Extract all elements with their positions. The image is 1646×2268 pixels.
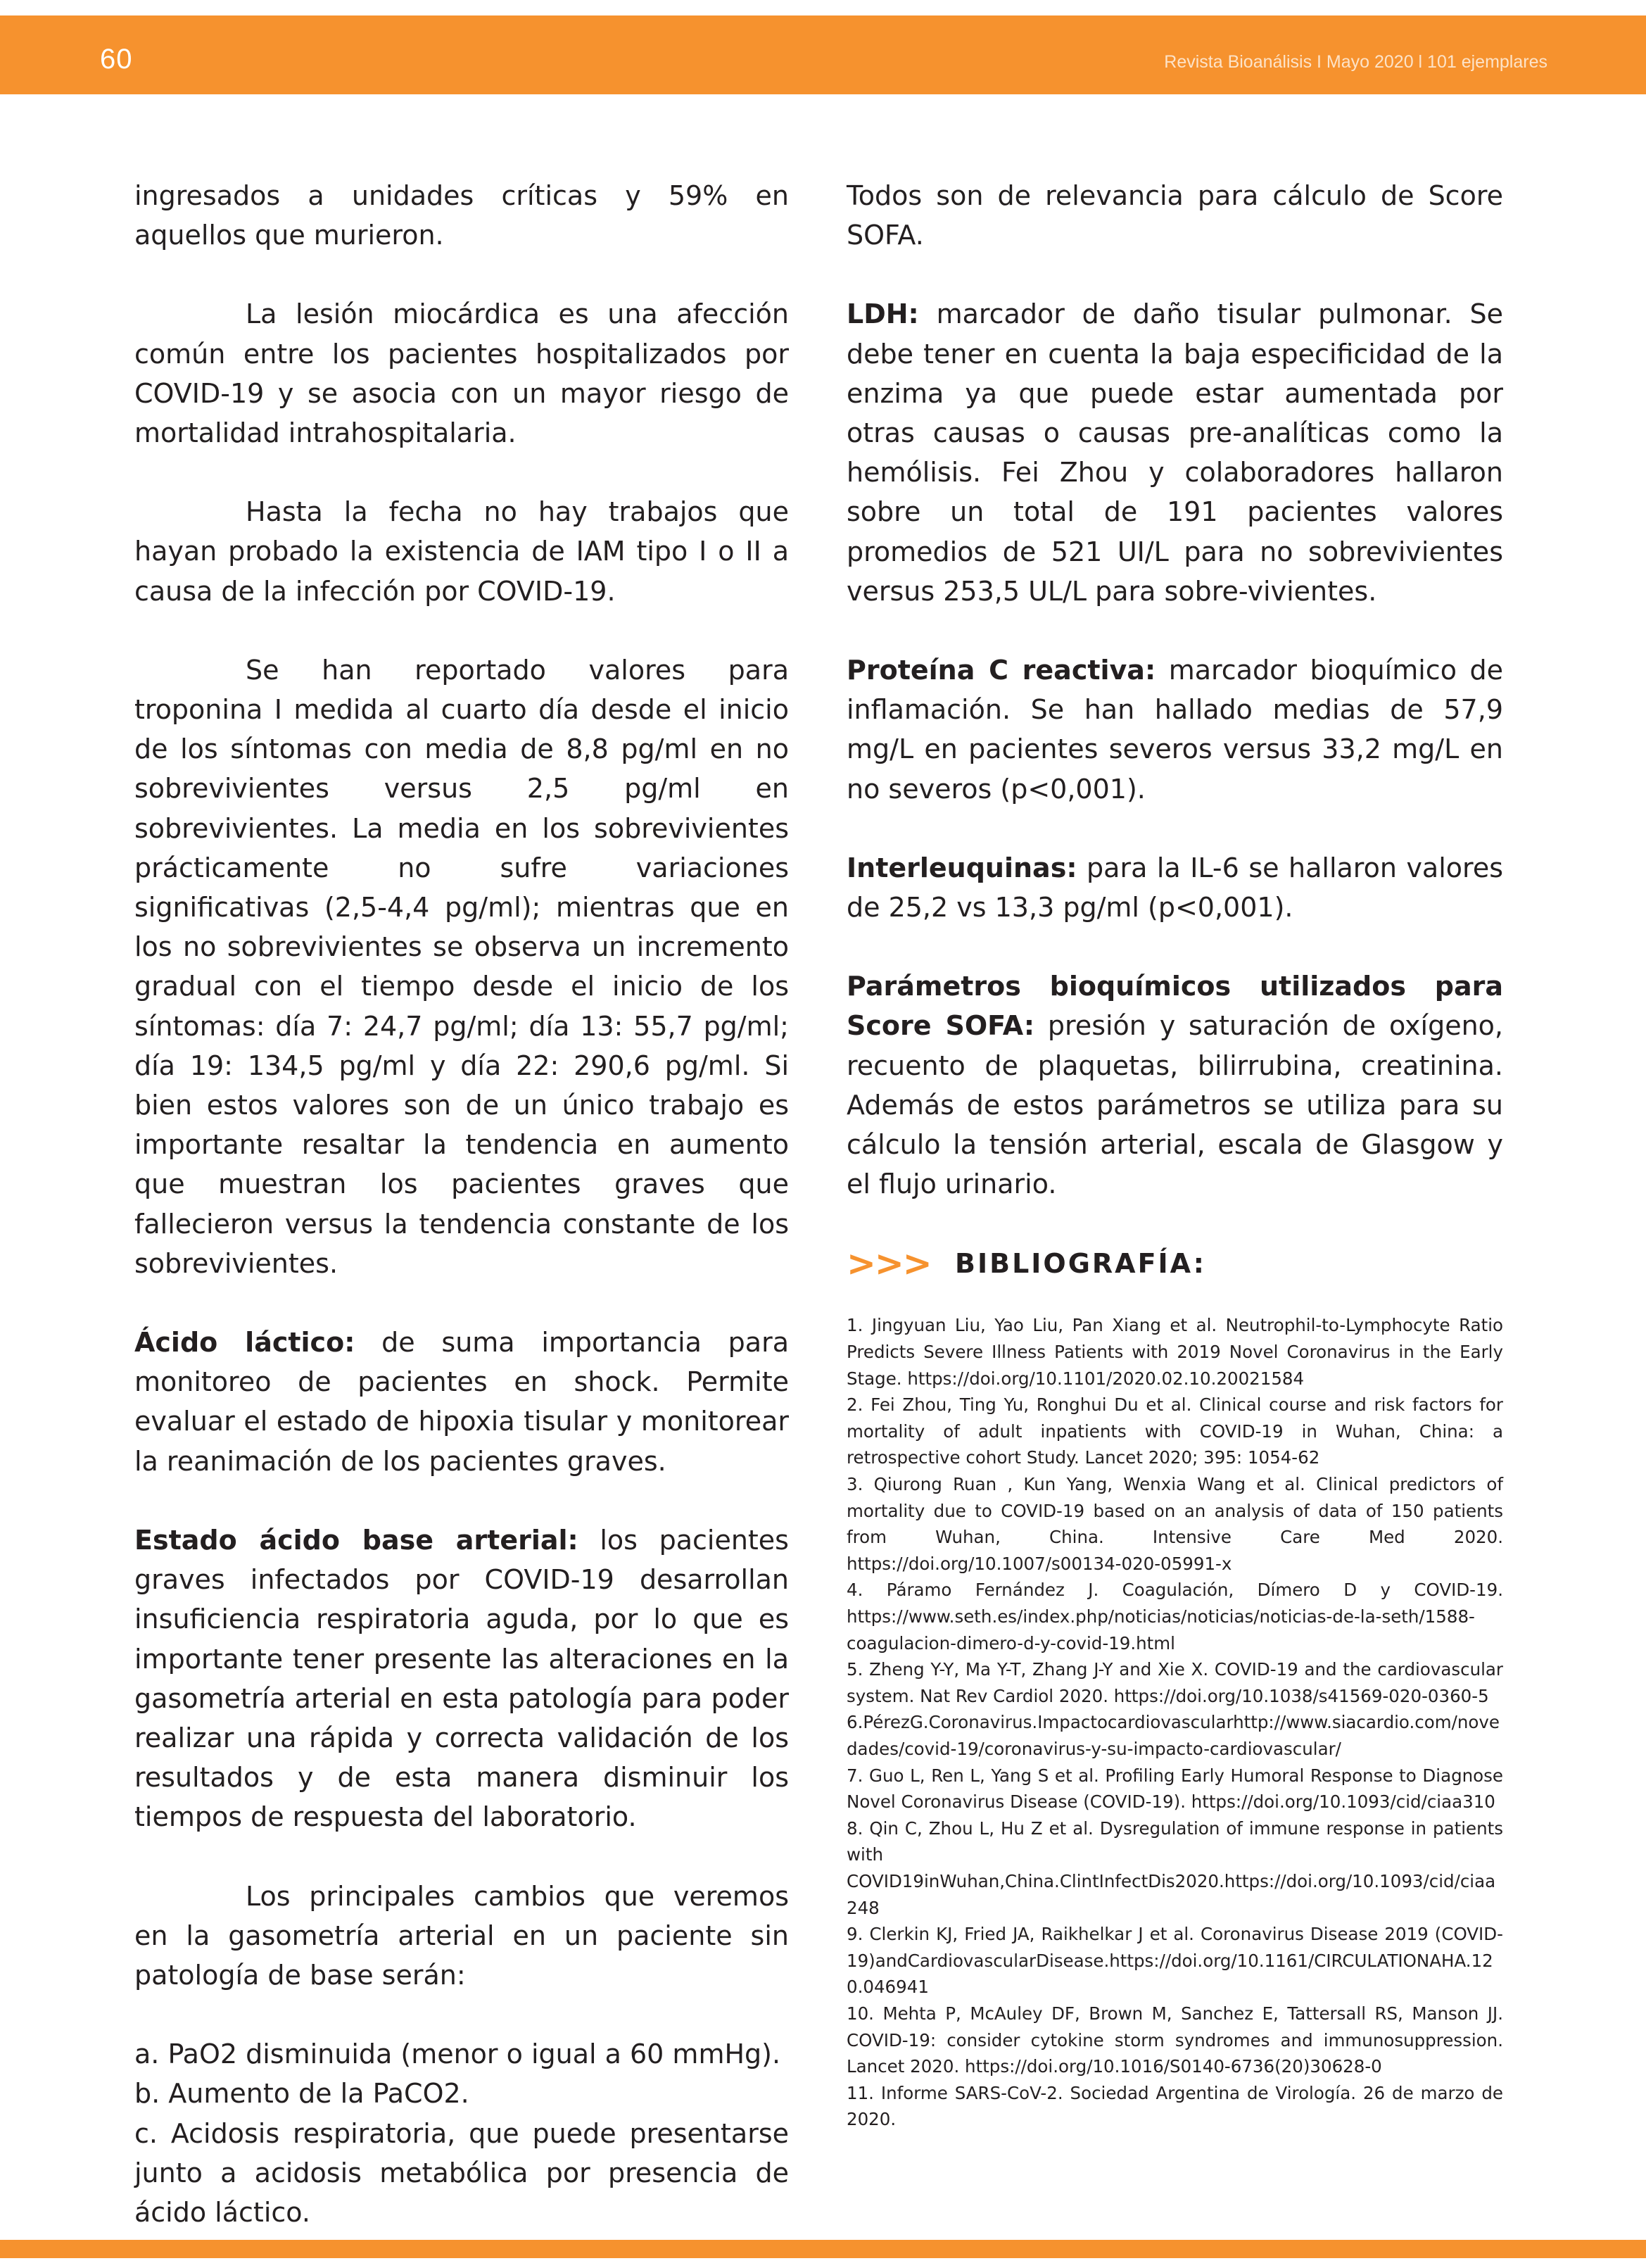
bibliography-title: BIBLIOGRAFÍA:: [955, 1248, 1206, 1280]
paragraph: Hasta la fecha no hay trabajos que hayan probado la existencia de IAM tipo I o II a causa de la infección por COVID-19.: [134, 496, 789, 607]
reference-item: 1. Jingyuan Liu, Yao Liu, Pan Xiang et al. Neutrophil-to-Lymphocyte Ratio Predicts Severe Illness Patients with 2019 Novel Coronavirus in the Early Stage. https://doi.org/10.1101/2020.02.10.20021584: [847, 1315, 1503, 1389]
term: Interleuquinas:: [847, 852, 1077, 883]
running-header: Revista Bioanálisis I Mayo 2020 l 101 ejemplares: [1164, 52, 1547, 72]
reference-item: 5. Zheng Y-Y, Ma Y-T, Zhang J-Y and Xie X. COVID-19 and the cardiovascular system. Nat Rev Cardiol 2020. https://doi.org/10.1038/s41569-020-0360-5: [847, 1659, 1503, 1706]
paragraph-estado-acido-base: [134, 1520, 789, 1837]
paragraph: Todos son de relevancia para cálculo de Score SOFA.: [847, 180, 1503, 251]
paragraph: Se han reportado valores para troponina I medida al cuarto día desde el inicio de los síntomas con media de 8,8 pg/ml en no sobrevivientes versus 2,5 pg/ml en sobrevivientes. La media en los sobrevivientes prácticamente no sufre variaciones significativas (2,5-4,4 pg/ml); mientras que en los no sobrevivientes se observa un incremento gradual con el tiempo desde el inicio de los síntomas: día 7: 24,7 pg/ml; día 13: 55,7 pg/ml; día 19: 134,5 pg/ml y día 22: 290,6 pg/ml. Si bien estos valores son de un único trabajo es importante resaltar la tendencia en aumento que muestran los pacientes graves que fallecieron versus la tendencia constante de los sobrevivientes.: [134, 654, 789, 1279]
reference-item: 6.PérezG.Coronavirus.Impactocardiovascularhttp://www.siacardio.com/novedades/covid-19/coronavirus-y-su-impacto-cardiovascular/: [847, 1712, 1500, 1759]
paragraph-interleuquinas: [847, 848, 1503, 927]
list-item: a. PaO2 disminuida (menor o igual a 60 mmHg).: [134, 2039, 781, 2070]
paragraph: ingresados a unidades críticas y 59% en aquellos que murieron.: [134, 180, 789, 251]
paragraph-acido-lactico: [134, 1323, 789, 1481]
list-item: b. Aumento de la PaCO2.: [134, 2078, 469, 2110]
term-text: marcador de daño tisular pulmonar. Se debe tener en cuenta la baja especificidad de la enzima ya que puede estar aumentada por otras causas o causas pre-analíticas como la hemólisis. Fei Zhou y colaboradores hallaron sobre un total de 191 pacientes valores promedios de 521 UI/L para no sobrevivientes versus 253,5 UL/L para sobre-vivientes.: [847, 298, 1503, 607]
left-column: [134, 176, 789, 2232]
list-item: c. Acidosis respiratoria, que puede presentarse junto a acidosis metabólica por presencia de ácido láctico.: [134, 2117, 789, 2228]
term: Proteína C reactiva:: [847, 655, 1156, 686]
term-text: para la IL-6 se hallaron valores de 25,2 vs 13,3 pg/ml (p<0,001).: [847, 852, 1503, 924]
term: Parámetros bioquímicos utilizados para Score SOFA:: [847, 971, 1503, 1042]
paragraph: Los principales cambios que veremos en la gasometría arterial en un paciente sin patología de base serán:: [134, 1880, 789, 1991]
reference-item: 4. Páramo Fernández J. Coagulación, Dímero D y COVID-19. https://www.seth.es/index.php/noticias/noticias/noticias-de-la-seth/1588-coagulacion-dimero-d-y-covid-19.html: [847, 1580, 1503, 1653]
reference-item: 2. Fei Zhou, Ting Yu, Ronghui Du et al. Clinical course and risk factors for mortality of adult inpatients with COVID-19 in Wuhan, China: a retrospective cohort Study. Lancet 2020; 395: 1054-62: [847, 1394, 1503, 1468]
reference-item: 10. Mehta P, McAuley DF, Brown M, Sanchez E, Tattersall RS, Manson JJ. COVID-19: consider cytokine storm syndromes and immunosuppression. Lancet 2020. https://doi.org/10.1016/S0140-6736(20)30628-0: [847, 2003, 1503, 2077]
term-text: los pacientes graves infectados por COVID-19 desarrollan insuficiencia respiratoria aguda, por lo que es importante tener presente las alteraciones en la gasometría arterial en esta patología para poder realizar una rápida y correcta validación de los resultados y de esta manera disminuir los tiempos de respuesta del laboratorio.: [134, 1524, 789, 1833]
reference-item: 8. Qin C, Zhou L, Hu Z et al. Dysregulation of immune response in patients with COVID19inWuhan,China.ClintInfectDis2020.https://doi.org/10.1093/cid/ciaa248: [847, 1817, 1503, 1918]
reference-item: 7. Guo L, Ren L, Yang S et al. Profiling Early Humoral Response to Diagnose Novel Coronavirus Disease (COVID-19). https://doi.org/10.1093/cid/ciaa310: [847, 1765, 1503, 1813]
page-number: 60: [100, 44, 133, 75]
paragraph-ldh: [847, 294, 1503, 611]
reference-item: 11. Informe SARS-CoV-2. Sociedad Argentina de Virología. 26 de marzo de 2020.: [847, 2082, 1503, 2130]
header-bar: [0, 15, 1646, 94]
term-text: marcador bioquímico de inflamación. Se han hallado medias de 57,9 mg/L en pacientes severos versus 33,2 mg/L en no severos (p<0,001).: [847, 655, 1504, 805]
chevrons-icon: >>>: [847, 1243, 931, 1285]
reference-item: 9. Clerkin KJ, Fried JA, Raikhelkar J et al. Coronavirus Disease 2019 (COVID-19)andCardiovascularDisease.https://doi.org/10.1161/CIRCULATIONAHA.120.046941: [847, 1924, 1503, 1998]
paragraph-pcr: [847, 650, 1503, 809]
paragraph: La lesión miocárdica es una afección común entre los pacientes hospitalizados por COVID-19 y se asocia con un mayor riesgo de mortalidad intrahospitalaria.: [134, 298, 789, 449]
paragraph-sofa: [847, 966, 1503, 1204]
term: LDH:: [847, 298, 919, 330]
term: Ácido láctico:: [134, 1327, 355, 1359]
reference-item: 3. Qiurong Ruan , Kun Yang, Wenxia Wang et al. Clinical predictors of mortality due to COVID-19 based on an analysis of data of 150 patients from Wuhan, China. Intensive Care Med 2020. https://doi.org/10.1007/s00134-020-05991-x: [847, 1474, 1503, 1574]
right-column: [847, 176, 1503, 2133]
footer-bar: [0, 2240, 1646, 2258]
term-text: de suma importancia para monitoreo de pacientes en shock. Permite evaluar el estado de hipoxia tisular y monitorear la reanimación de los pacientes graves.: [134, 1327, 789, 1477]
term: Estado ácido base arterial:: [134, 1524, 578, 1556]
bibliography-heading: [847, 1243, 1503, 1284]
reference-list: [847, 1312, 1503, 2132]
term-text: presión y saturación de oxígeno, recuento de plaquetas, bilirrubina, creatinina. Además de estos parámetros se utiliza para su cálculo la tensión arterial, escala de Glasgow y el flujo urinario.: [847, 1010, 1503, 1200]
